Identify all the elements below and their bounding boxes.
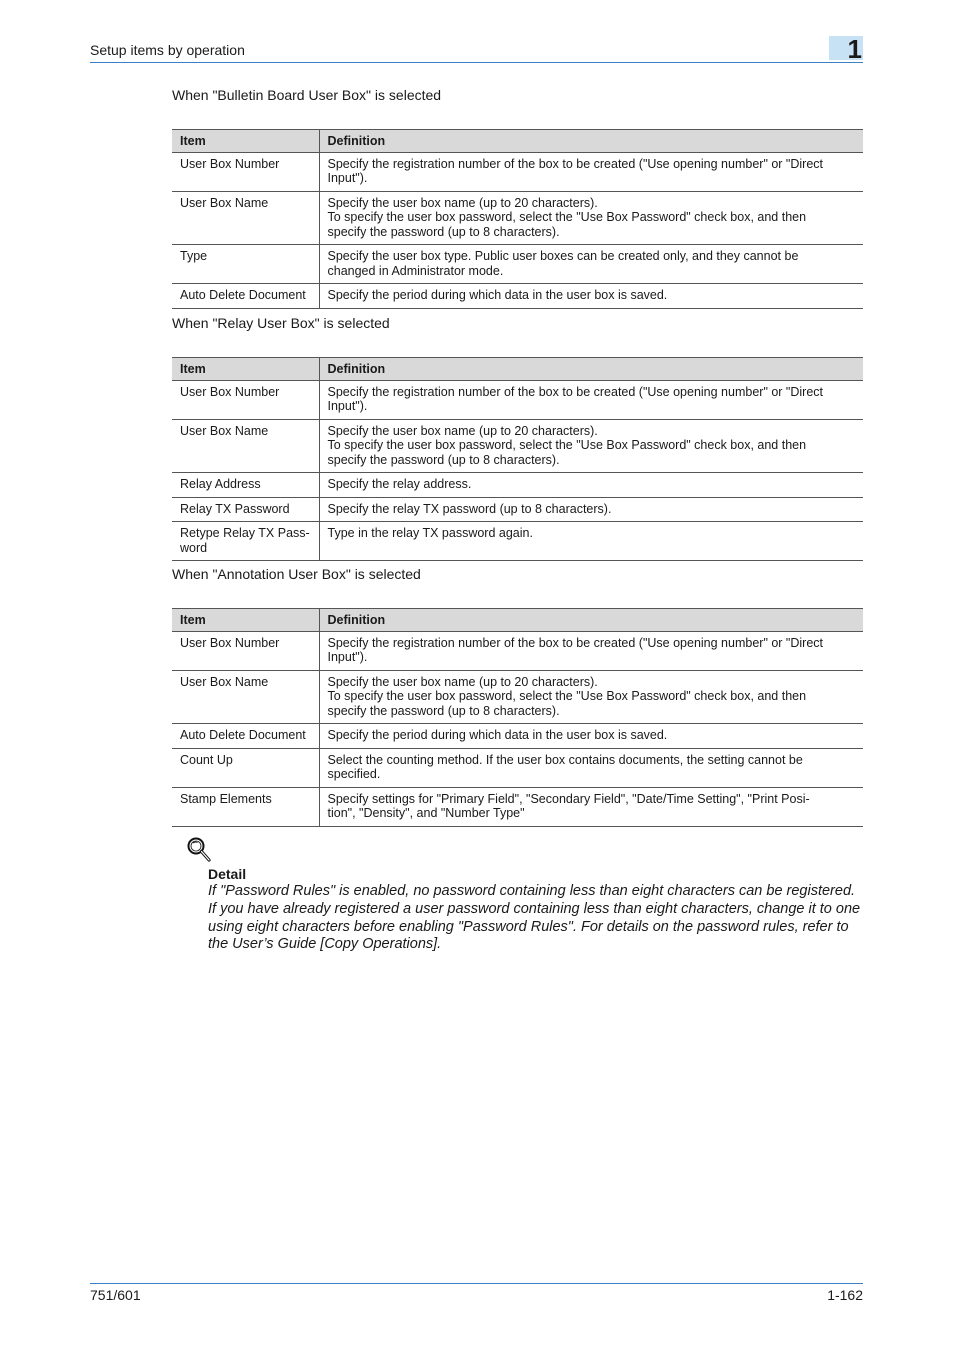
- cell-definition-line: Select the counting method. If the user box contains documents, the setting cannot be: [327, 752, 803, 767]
- column-header-item: Item: [172, 130, 319, 153]
- cell-item: [172, 631, 319, 670]
- cell-definition-line: To specify the user box password, select the "Use Box Password" check box, and then: [327, 689, 807, 703]
- cell-item-line: User Box Name: [180, 195, 269, 210]
- detail-text: [208, 883, 864, 954]
- cell-definition-line: specified.: [327, 767, 381, 781]
- table-row: [172, 724, 863, 749]
- page-header: [90, 34, 863, 64]
- cell-item-line: Auto Delete Document: [180, 288, 306, 302]
- table-row: [172, 522, 863, 561]
- cell-definition-line: Input").: [327, 171, 368, 185]
- cell-definition-line: Specify the registration number of the box to be created ("Use opening number" or "Direct: [327, 384, 824, 399]
- cell-definition: [319, 497, 863, 522]
- cell-definition: [319, 522, 863, 561]
- page-footer: [90, 1283, 863, 1303]
- section-caption-annotation: When "Annotation User Box" is selected: [172, 566, 421, 582]
- cell-definition-line: To specify the user box password, select the "Use Box Password" check box, and then: [327, 438, 807, 452]
- cell-item: [172, 245, 319, 284]
- cell-definition-line: Specify the user box name (up to 20 characters).: [327, 195, 598, 210]
- cell-definition: [319, 419, 863, 473]
- cell-definition-line: Specify the user box type. Public user boxes can be created only, and they cannot be: [327, 249, 799, 263]
- cell-definition: [319, 152, 863, 191]
- chapter-badge: [829, 34, 863, 64]
- cell-item-line: Count Up: [180, 752, 233, 767]
- cell-item: [172, 787, 319, 826]
- column-header-definition: Definition: [319, 609, 863, 632]
- footer-model: 751/601: [90, 1287, 141, 1303]
- table-row: [172, 497, 863, 522]
- cell-item: [172, 473, 319, 498]
- column-header-item: Item: [172, 609, 319, 632]
- cell-definition-line: Specify the relay address.: [327, 477, 472, 491]
- column-header-definition: Definition: [319, 130, 863, 153]
- cell-definition: [319, 787, 863, 826]
- cell-definition-line: specify the password (up to 8 characters).: [327, 224, 560, 239]
- cell-definition: [319, 191, 863, 245]
- cell-item: [172, 152, 319, 191]
- cell-item: [172, 419, 319, 473]
- table-bulletin-board: [172, 129, 863, 309]
- cell-definition-line: Specify settings for "Primary Field", "Secondary Field", "Date/Time Setting", "Print Posi-: [327, 791, 810, 806]
- table-row: [172, 284, 863, 309]
- detail-line: the User’s Guide [Copy Operations].: [208, 936, 442, 953]
- cell-definition: [319, 380, 863, 419]
- cell-definition-line: To specify the user box password, select the "Use Box Password" check box, and then: [327, 210, 807, 224]
- magnifier-icon: [186, 836, 212, 864]
- cell-definition-line: specify the password (up to 8 characters).: [327, 452, 560, 467]
- cell-item: [172, 284, 319, 309]
- cell-item-line: Type: [180, 249, 208, 263]
- cell-definition: [319, 284, 863, 309]
- cell-item-line: word: [180, 540, 208, 555]
- table-row: [172, 419, 863, 473]
- detail-line: using eight characters before enabling "Password Rules". For details on the password rules, refer to: [208, 918, 849, 935]
- cell-definition-line: Input").: [327, 399, 368, 413]
- cell-definition-line: changed in Administrator mode.: [327, 263, 504, 278]
- cell-definition-line: specify the password (up to 8 characters).: [327, 703, 560, 718]
- table-row: [172, 152, 863, 191]
- cell-definition: [319, 473, 863, 498]
- cell-item-line: User Box Number: [180, 156, 280, 171]
- table-row: [172, 787, 863, 826]
- cell-definition-line: Specify the user box name (up to 20 characters).: [327, 423, 598, 438]
- table-header-row: [172, 609, 863, 632]
- table-row: [172, 380, 863, 419]
- cell-item-line: Retype Relay TX Pass-: [180, 526, 310, 540]
- cell-definition: [319, 748, 863, 787]
- header-title: Setup items by operation: [90, 42, 245, 58]
- section-caption-relay: When "Relay User Box" is selected: [172, 315, 390, 331]
- detail-line: If you have already registered a user password containing less than eight characters, change it to one: [208, 900, 861, 917]
- chapter-number: 1: [847, 34, 862, 64]
- cell-definition: [319, 670, 863, 724]
- footer-page-number: 1-162: [827, 1287, 863, 1303]
- cell-item: [172, 380, 319, 419]
- cell-item-line: User Box Name: [180, 674, 269, 689]
- cell-item-line: User Box Number: [180, 635, 280, 650]
- cell-item-line: User Box Number: [180, 384, 280, 399]
- table-relay: [172, 357, 863, 561]
- cell-definition: [319, 245, 863, 284]
- section-caption-bulletin: When "Bulletin Board User Box" is selected: [172, 87, 442, 103]
- cell-item-line: User Box Name: [180, 423, 269, 438]
- table-annotation: [172, 608, 863, 827]
- cell-item: [172, 522, 319, 561]
- cell-item-line: Auto Delete Document: [180, 728, 306, 742]
- cell-item: [172, 724, 319, 749]
- cell-definition-line: Specify the relay TX password (up to 8 characters).: [327, 501, 612, 516]
- cell-definition: [319, 631, 863, 670]
- cell-definition-line: Type in the relay TX password again.: [327, 526, 533, 540]
- cell-definition-line: Input").: [327, 650, 368, 664]
- cell-item: [172, 191, 319, 245]
- table-header-row: [172, 358, 863, 381]
- cell-item: [172, 670, 319, 724]
- detail-line: If "Password Rules" is enabled, no password containing less than eight characters can be registered.: [208, 883, 856, 899]
- cell-item-line: Relay TX Password: [180, 501, 290, 516]
- column-header-item: Item: [172, 358, 319, 381]
- cell-item: [172, 497, 319, 522]
- detail-title: Detail: [208, 866, 247, 882]
- cell-definition-line: Specify the registration number of the box to be created ("Use opening number" or "Direct: [327, 156, 824, 171]
- column-header-definition: Definition: [319, 358, 863, 381]
- cell-definition-line: Specify the registration number of the box to be created ("Use opening number" or "Direct: [327, 635, 824, 650]
- table-row: [172, 670, 863, 724]
- cell-item-line: Stamp Elements: [180, 791, 272, 806]
- table-row: [172, 631, 863, 670]
- table-row: [172, 473, 863, 498]
- table-header-row: [172, 130, 863, 153]
- table-row: [172, 245, 863, 284]
- cell-definition-line: Specify the period during which data in the user box is saved.: [327, 728, 668, 742]
- cell-definition-line: Specify the user box name (up to 20 characters).: [327, 674, 598, 689]
- cell-definition-line: Specify the period during which data in the user box is saved.: [327, 288, 668, 302]
- cell-item-line: Relay Address: [180, 477, 261, 491]
- table-row: [172, 191, 863, 245]
- table-row: [172, 748, 863, 787]
- cell-definition-line: tion", "Density", and "Number Type": [327, 806, 525, 820]
- cell-definition: [319, 724, 863, 749]
- cell-item: [172, 748, 319, 787]
